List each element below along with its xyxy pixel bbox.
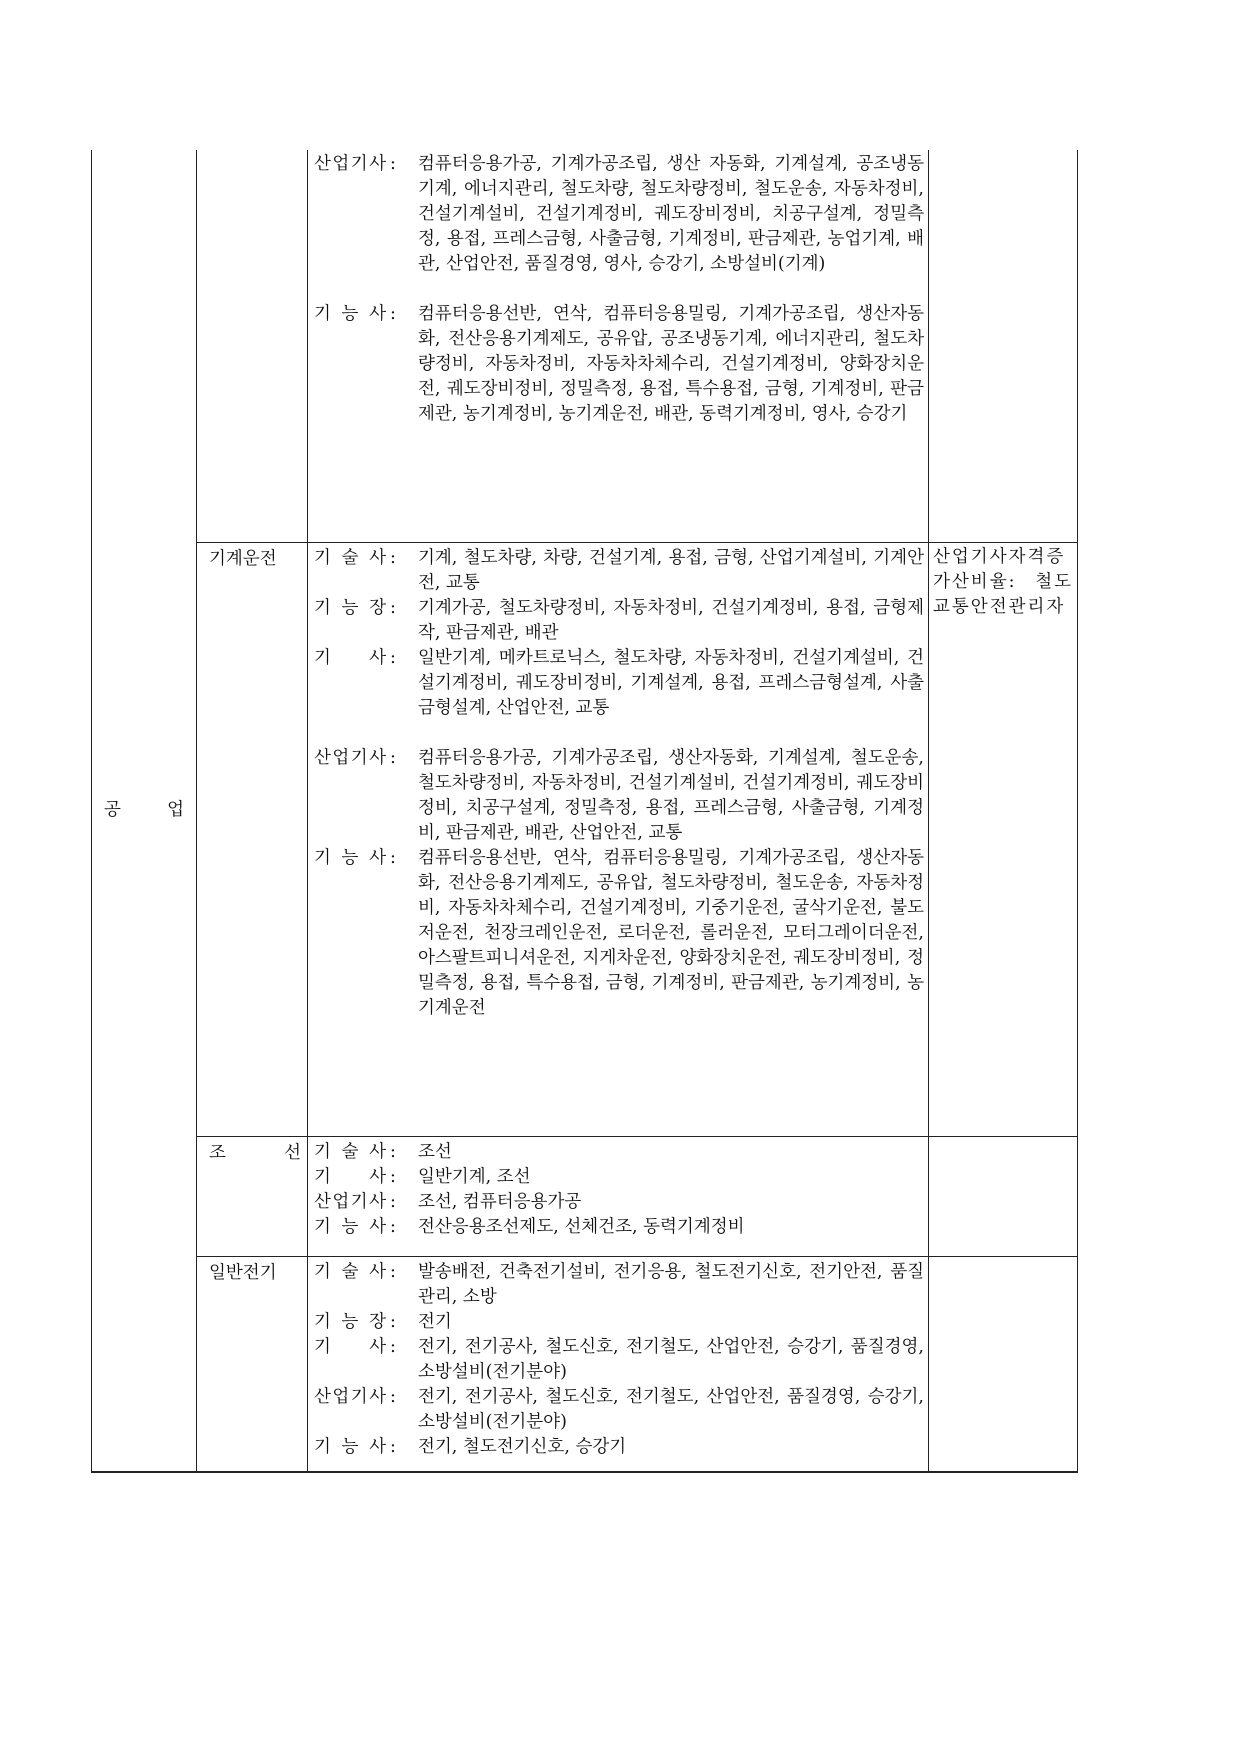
qualification-entry: 기 사 : 일반기계, 메카트로닉스, 철도차량, 자동차정비, 건설기계설비, 건설기계정비, 궤도장비정비, 기계설계, 용접, 프레스금형설계, 사출금형설계, 산업안전, 교통 <box>308 646 928 721</box>
qualification-list: 컴퓨터응용선반, 연삭, 컴퓨터응용밀링, 기계가공조립, 생산자동화, 전산응용기계제도, 공유압, 철도차량정비, 철도운송, 자동차정비, 자동차차체수리, 건설기계정비, 기중기운전, 굴삭기운전, 불도저운전, 천장크레인운전, 로더운전, 롤러운전, 모터그레이더운전, 아스팔트피니셔운전, 지게차운전, 양화장치운전, 궤도장비정비, 정밀측정, 용접, 특수용접, 금형, 기계정비, 판금제관, 농기계정비, 농기계운전 <box>418 848 924 1018</box>
field-name: 조 선 <box>209 1143 301 1163</box>
qualification-cell <box>308 543 929 1137</box>
qualification-list: 일반기계, 조선 <box>418 1167 531 1187</box>
qualification-entry: 기 술 사 : 발송배전, 건축전기설비, 전기응용, 철도전기신호, 전기안전, 품질관리, 소방 <box>308 1260 928 1310</box>
note-text: 산업기사자격증가산비율: 철도교통안전관리자 <box>933 547 1073 617</box>
table-row <box>92 1137 1078 1257</box>
qualification-list: 기계가공, 철도차량정비, 자동차정비, 건설기계정비, 용접, 금형제작, 판금제관, 배관 <box>418 598 924 643</box>
field-cell <box>197 543 308 1137</box>
table-row <box>92 543 1078 1137</box>
note-cell <box>929 543 1078 1137</box>
qualification-entry: 산 업 기 사 : 전기, 전기공사, 철도신호, 전기철도, 산업안전, 품질경영, 승강기, 소방설비(전기분야) <box>308 1385 928 1435</box>
qualification-list: 전기, 철도전기신호, 승강기 <box>418 1437 627 1457</box>
qualification-entry: 산 업 기 사 : 컴퓨터응용가공, 기계가공조립, 생산 자동화, 기계설계, 공조냉동기계, 에너지관리, 철도차량, 철도차량정비, 철도운송, 자동차정비, 건설기계설비, 건설기계정비, 궤도장비정비, 치공구설계, 정밀측정, 용접, 프레스금형, 사출금형, 기계정비, 판금제관, 농업기계, 배관, 산업안전, 품질경영, 영사, 승강기, 소방설비(기계) <box>308 152 928 277</box>
qualification-list: 발송배전, 건축전기설비, 전기응용, 철도전기신호, 전기안전, 품질관리, 소방 <box>418 1262 924 1307</box>
industry-cell <box>92 150 197 1472</box>
industry-char: 업 <box>167 800 184 820</box>
qualification-entry: 기 능 사 : 컴퓨터응용선반, 연삭, 컴퓨터응용밀링, 기계가공조립, 생산자동화, 전산응용기계제도, 공유압, 철도차량정비, 철도운송, 자동차정비, 자동차차체수리, 건설기계정비, 기중기운전, 굴삭기운전, 불도저운전, 천장크레인운전, 로더운전, 롤러운전, 모터그레이더운전, 아스팔트피니셔운전, 지게차운전, 양화장치운전, 궤도장비정비, 정밀측정, 용접, 특수용접, 금형, 기계정비, 판금제관, 농기계정비, 농기계운전 <box>308 846 928 1021</box>
qualification-cell <box>308 1137 929 1257</box>
qualification-list: 컴퓨터응용가공, 기계가공조립, 생산자동화, 기계설계, 철도운송, 철도차량정비, 자동차정비, 건설기계설비, 건설기계정비, 궤도장비정비, 치공구설계, 정밀측정, 용접, 프레스금형, 사출금형, 기계정비, 판금제관, 배관, 산업안전, 교통 <box>418 748 924 843</box>
qualification-entry: 기 능 장 : 전기 <box>308 1310 928 1335</box>
table-row <box>92 1257 1078 1473</box>
qualification-entry: 기 능 장 : 기계가공, 철도차량정비, 자동차정비, 건설기계정비, 용접, 금형제작, 판금제관, 배관 <box>308 596 928 646</box>
note-cell <box>929 1257 1078 1473</box>
qualification-list: 전기, 전기공사, 철도신호, 전기철도, 산업안전, 승강기, 품질경영, 소방설비(전기분야) <box>418 1337 924 1382</box>
qualification-entry: 기 술 사 : 조선 <box>308 1140 928 1165</box>
note-cell <box>929 1137 1078 1257</box>
qualification-list: 일반기계, 메카트로닉스, 철도차량, 자동차정비, 건설기계설비, 건설기계정비, 궤도장비정비, 기계설계, 용접, 프레스금형설계, 사출금형설계, 산업안전, 교통 <box>418 648 924 718</box>
qualification-entry: 산 업 기 사 : 컴퓨터응용가공, 기계가공조립, 생산자동화, 기계설계, 철도운송, 철도차량정비, 자동차정비, 건설기계설비, 건설기계정비, 궤도장비정비, 치공구설계, 정밀측정, 용접, 프레스금형, 사출금형, 기계정비, 판금제관, 배관, 산업안전, 교통 <box>308 746 928 846</box>
field-name: 일반전기 <box>209 1263 277 1283</box>
field-name <box>197 150 307 154</box>
qualification-list: 전산응용조선제도, 선체건조, 동력기계정비 <box>418 1217 745 1237</box>
qualification-list: 컴퓨터응용가공, 기계가공조립, 생산 자동화, 기계설계, 공조냉동기계, 에너지관리, 철도차량, 철도차량정비, 철도운송, 자동차정비, 건설기계설비, 건설기계정비, 궤도장비정비, 치공구설계, 정밀측정, 용접, 프레스금형, 사출금형, 기계정비, 판금제관, 농업기계, 배관, 산업안전, 품질경영, 영사, 승강기, 소방설비(기계) <box>418 154 924 274</box>
qualification-list: 컴퓨터응용선반, 연삭, 컴퓨터응용밀링, 기계가공조립, 생산자동화, 전산응용기계제도, 공유압, 공조냉동기계, 에너지관리, 철도차량정비, 자동차정비, 자동차차체수리, 건설기계정비, 양화장치운전, 궤도장비정비, 정밀측정, 용접, 특수용접, 금형, 기계정비, 판금제관, 농기계정비, 농기계운전, 배관, 동력기계정비, 영사, 승강기 <box>418 304 924 424</box>
qualification-entry: 기 능 사 : 전기, 철도전기신호, 승강기 <box>308 1435 928 1460</box>
qualification-cell <box>308 1257 929 1473</box>
qualification-list: 기계, 철도차량, 차량, 건설기계, 용접, 금형, 산업기계설비, 기계안전, 교통 <box>418 548 924 593</box>
field-cell <box>197 1137 308 1257</box>
qualification-list: 전기, 전기공사, 철도신호, 전기철도, 산업안전, 품질경영, 승강기, 소방설비(전기분야) <box>418 1387 924 1432</box>
qualification-entry: 기 사 : 일반기계, 조선 <box>308 1165 928 1190</box>
field-name: 기계운전 <box>209 549 277 569</box>
field-cell <box>197 150 308 543</box>
qualification-entry: 기 능 사 : 전산응용조선제도, 선체건조, 동력기계정비 <box>308 1215 928 1240</box>
table-row <box>92 150 1078 543</box>
industry-char: 공 <box>104 800 121 820</box>
qualification-entry: 산 업 기 사 : 조선, 컴퓨터응용가공 <box>308 1190 928 1215</box>
qualification-cell <box>308 150 929 543</box>
note-cell <box>929 150 1078 543</box>
qualification-list: 조선, 컴퓨터응용가공 <box>418 1192 582 1212</box>
qualification-entry: 기 사 : 전기, 전기공사, 철도신호, 전기철도, 산업안전, 승강기, 품질경영, 소방설비(전기분야) <box>308 1335 928 1385</box>
qualification-list: 전기 <box>418 1312 452 1332</box>
qualification-entry: 기 능 사 : 컴퓨터응용선반, 연삭, 컴퓨터응용밀링, 기계가공조립, 생산자동화, 전산응용기계제도, 공유압, 공조냉동기계, 에너지관리, 철도차량정비, 자동차정비, 자동차차체수리, 건설기계정비, 양화장치운전, 궤도장비정비, 정밀측정, 용접, 특수용접, 금형, 기계정비, 판금제관, 농기계정비, 농기계운전, 배관, 동력기계정비, 영사, 승강기 <box>308 302 928 427</box>
qualification-list: 조선 <box>418 1142 452 1162</box>
qualification-table <box>91 150 1078 1473</box>
field-cell <box>197 1257 308 1473</box>
qualification-entry: 기 술 사 : 기계, 철도차량, 차량, 건설기계, 용접, 금형, 산업기계설비, 기계안전, 교통 <box>308 546 928 596</box>
